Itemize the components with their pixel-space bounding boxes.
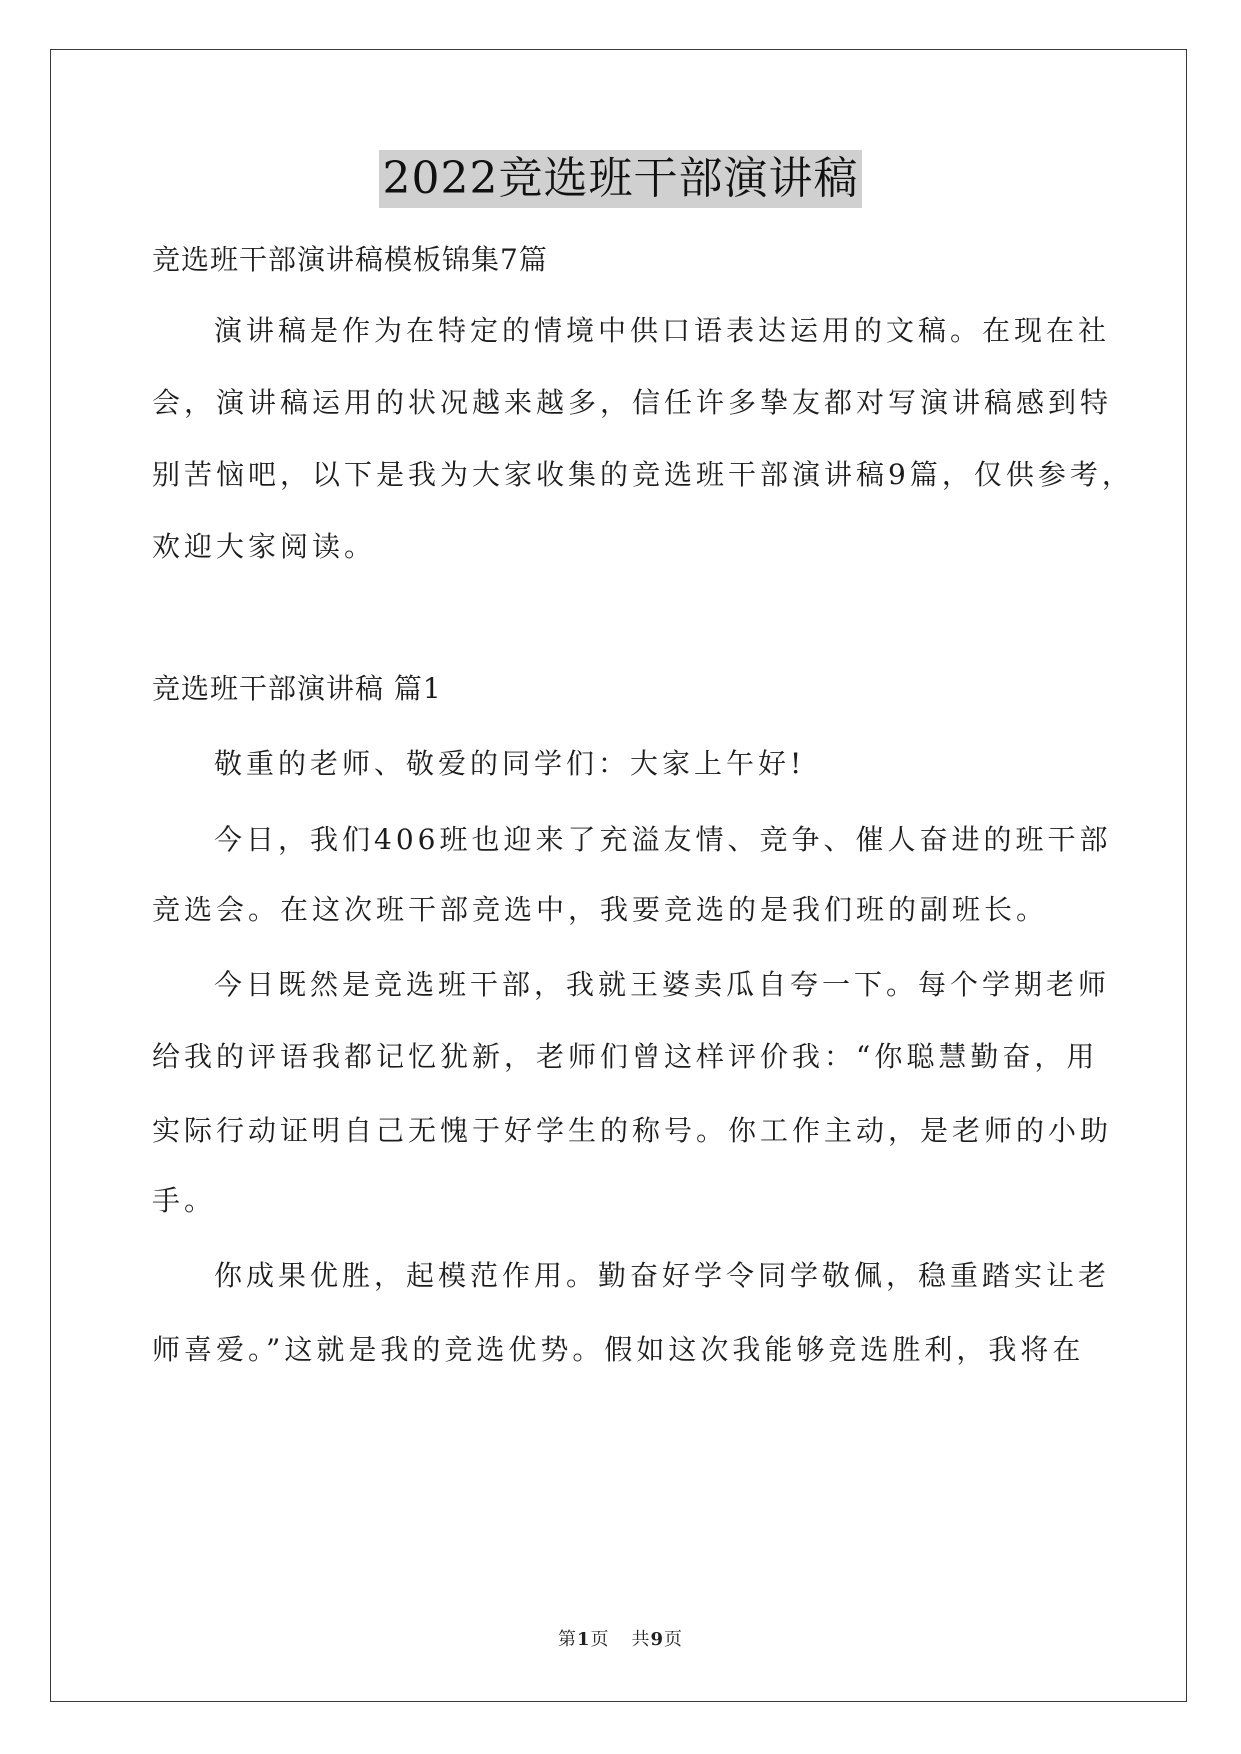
intro-line-3: 别苦恼吧，以下是我为大家收集的竞选班干部演讲稿9篇，仅供参考， [152,458,1134,491]
footer-page-suffix: 页 [590,1629,610,1650]
body-line-1: 敬重的老师、敬爱的同学们：大家上午好! [214,747,806,780]
body-line-3: 竞选会。在这次班干部竞选中，我要竞选的是我们班的副班长。 [152,893,1049,926]
page-border [50,49,1187,1702]
footer-page-total: 9 [650,1629,665,1650]
body-line-9: 师喜爱。”这就是我的竞选优势。假如这次我能够竞选胜利，我将在 [152,1333,1085,1366]
footer-page-prefix: 第 [557,1629,577,1650]
body-line-4: 今日既然是竞选班干部，我就王婆卖瓜自夸一下。每个学期老师 [214,968,1111,1001]
body-line-6: 实际行动证明自己无愧于好学生的称号。你工作主动，是老师的小助 [152,1114,1113,1147]
document-title: 2022竞选班干部演讲稿 [379,150,863,208]
footer-total-suffix: 页 [664,1629,684,1650]
body-line-5: 给我的评语我都记忆犹新，老师们曾这样评价我：“你聪慧勤奋，用 [152,1040,1099,1073]
footer-page-current: 1 [576,1629,591,1650]
intro-line-2: 会，演讲稿运用的状况越来越多，信任许多挚友都对写演讲稿感到特 [152,386,1113,419]
intro-line-1: 演讲稿是作为在特定的情境中供口语表达运用的文稿。在现在社 [214,314,1111,347]
body-line-8: 你成果优胜，起模范作用。勤奋好学令同学敬佩，稳重踏实让老 [214,1259,1111,1292]
footer-total-prefix: 共 [631,1629,651,1650]
title-container [0,150,1241,208]
body-line-7: 手。 [152,1184,217,1217]
page-footer [0,1628,1241,1652]
document-subtitle: 竞选班干部演讲稿模板锦集7篇 [152,243,548,276]
section-heading: 竞选班干部演讲稿 篇1 [152,672,442,705]
intro-line-4: 欢迎大家阅读。 [152,530,377,563]
body-line-2: 今日，我们406班也迎来了充溢友情、竞争、催人奋进的班干部 [214,823,1112,856]
